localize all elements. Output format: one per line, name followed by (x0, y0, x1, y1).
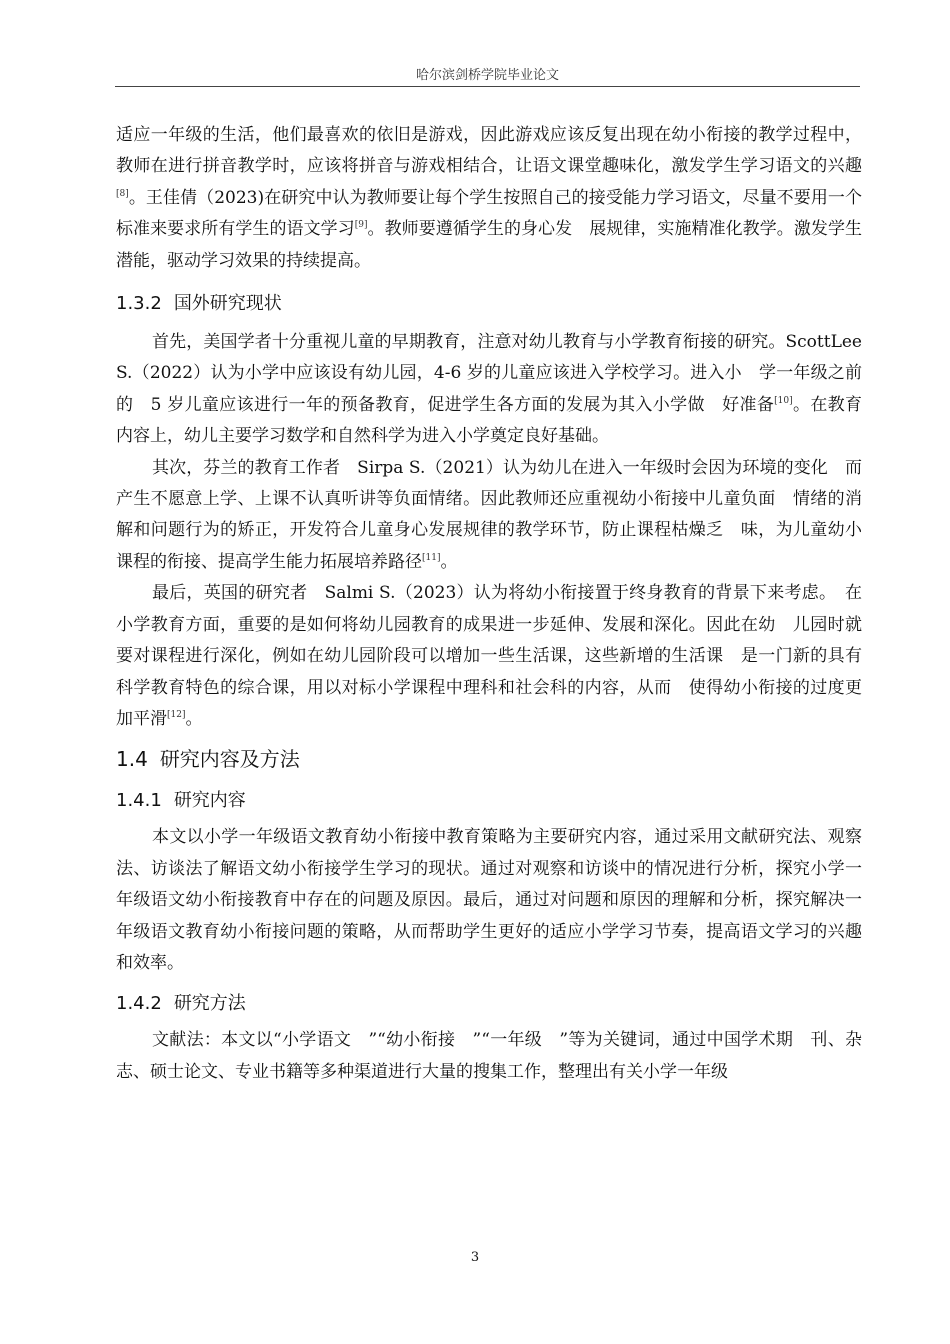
page-body (116, 120, 862, 1088)
citation: [9] (354, 220, 368, 231)
paragraph: 适应一年级的生活，他们最喜欢的依旧是游戏，因此游戏应该反复出现在幼小衔接的教学过程中，教师在进行拼音教学时，应该将拼音与游戏相结合，让语文课堂趣味化，激发学生学习语文的兴趣[8]。王佳倩（2023)在研究中认为教师要让每个学生按照自己的接受能力学习语文，尽量不要用一个标准来要求所有学生的语文学习[9]。教师要遵循学生的身心发 展规律，实施精准化教学。激发学生潜能，驱动学习效果的持续提高。 (116, 125, 863, 271)
section-heading-1-4-2: 1.4.2 研究方法 (116, 993, 246, 1015)
paragraph: 其次，芬兰的教育工作者 Sirpa S.（2021）认为幼儿在进入一年级时会因为环境的变化 而产生不愿意上学、上课不认真听讲等负面情绪。因此教师还应重视幼小衔接中儿童负面 情绪的消解和问题行为的矫正，开发符合儿童身心发展规律的教学环节，防止课程枯燥乏 味，为儿童幼小课程的衔接、提高学生能力拓展培养路径[11]。 (116, 457, 862, 572)
header-divider (115, 86, 860, 87)
page-number: 3 (470, 1250, 480, 1265)
section-heading-1-3-2: 1.3.2 国外研究现状 (116, 293, 282, 315)
paragraph: 文献法：本文以“小学语文 ”“幼小衔接 ”“一年级 ”等为关键词，通过中国学术期 刊、杂志、硕士论文、专业书籍等多种渠道进行大量的搜集工作，整理出有关小学一年级 (116, 1030, 862, 1082)
citation: [8] (116, 188, 129, 199)
citation: [10] (774, 395, 793, 406)
paragraph: 首先，美国学者十分重视儿童的早期教育，注意对幼儿教育与小学教育衔接的研究。ScottLee S.（2022）认为小学中应该设有幼儿园，4-6 岁的儿童应该进入学校学习。进入小 学一年级之前的 5 岁儿童应该进行一年的预备教育，促进学生各方面的发展为其入小学做 好准备[10]。在教育内容上，幼儿主要学习数学和自然科学为进入小学奠定良好基础。 (116, 332, 863, 447)
section-heading-1-4-1: 1.4.1 研究内容 (116, 790, 246, 812)
citation: [11] (422, 552, 441, 563)
paragraph: 本文以小学一年级语文教育幼小衔接中教育策略为主要研究内容，通过采用文献研究法、观察法、访谈法了解语文幼小衔接学生学习的现状。通过对观察和访谈中的情况进行分析，探究小学一年级语文幼小衔接教育中存在的问题及原因。最后，通过对问题和原因的理解和分析，探究解决一年级语文教育幼小衔接问题的策略，从而帮助学生更好的适应小学学习节奏，提高语文学习的兴趣和效率。 (116, 827, 862, 973)
paragraph: 最后，英国的研究者 Salmi S.（2023）认为将幼小衔接置于终身教育的背景下来考虑。 在小学教育方面，重要的是如何将幼儿园教育的成果进一步延伸、发展和深化。因此在幼 儿园时就要对课程进行深化，例如在幼儿园阶段可以增加一些生活课，这些新增的生活课 是一门新的具有科学教育特色的综合课，用以对标小学课程中理科和社会科的内容，从而 使得幼小衔接的过度更加平滑[12]。 (116, 583, 862, 729)
citation: [12] (167, 709, 186, 720)
page-header: 哈尔滨剑桥学院毕业论文 (415, 68, 559, 83)
section-heading-1-4: 1.4 研究内容及方法 (116, 747, 300, 772)
